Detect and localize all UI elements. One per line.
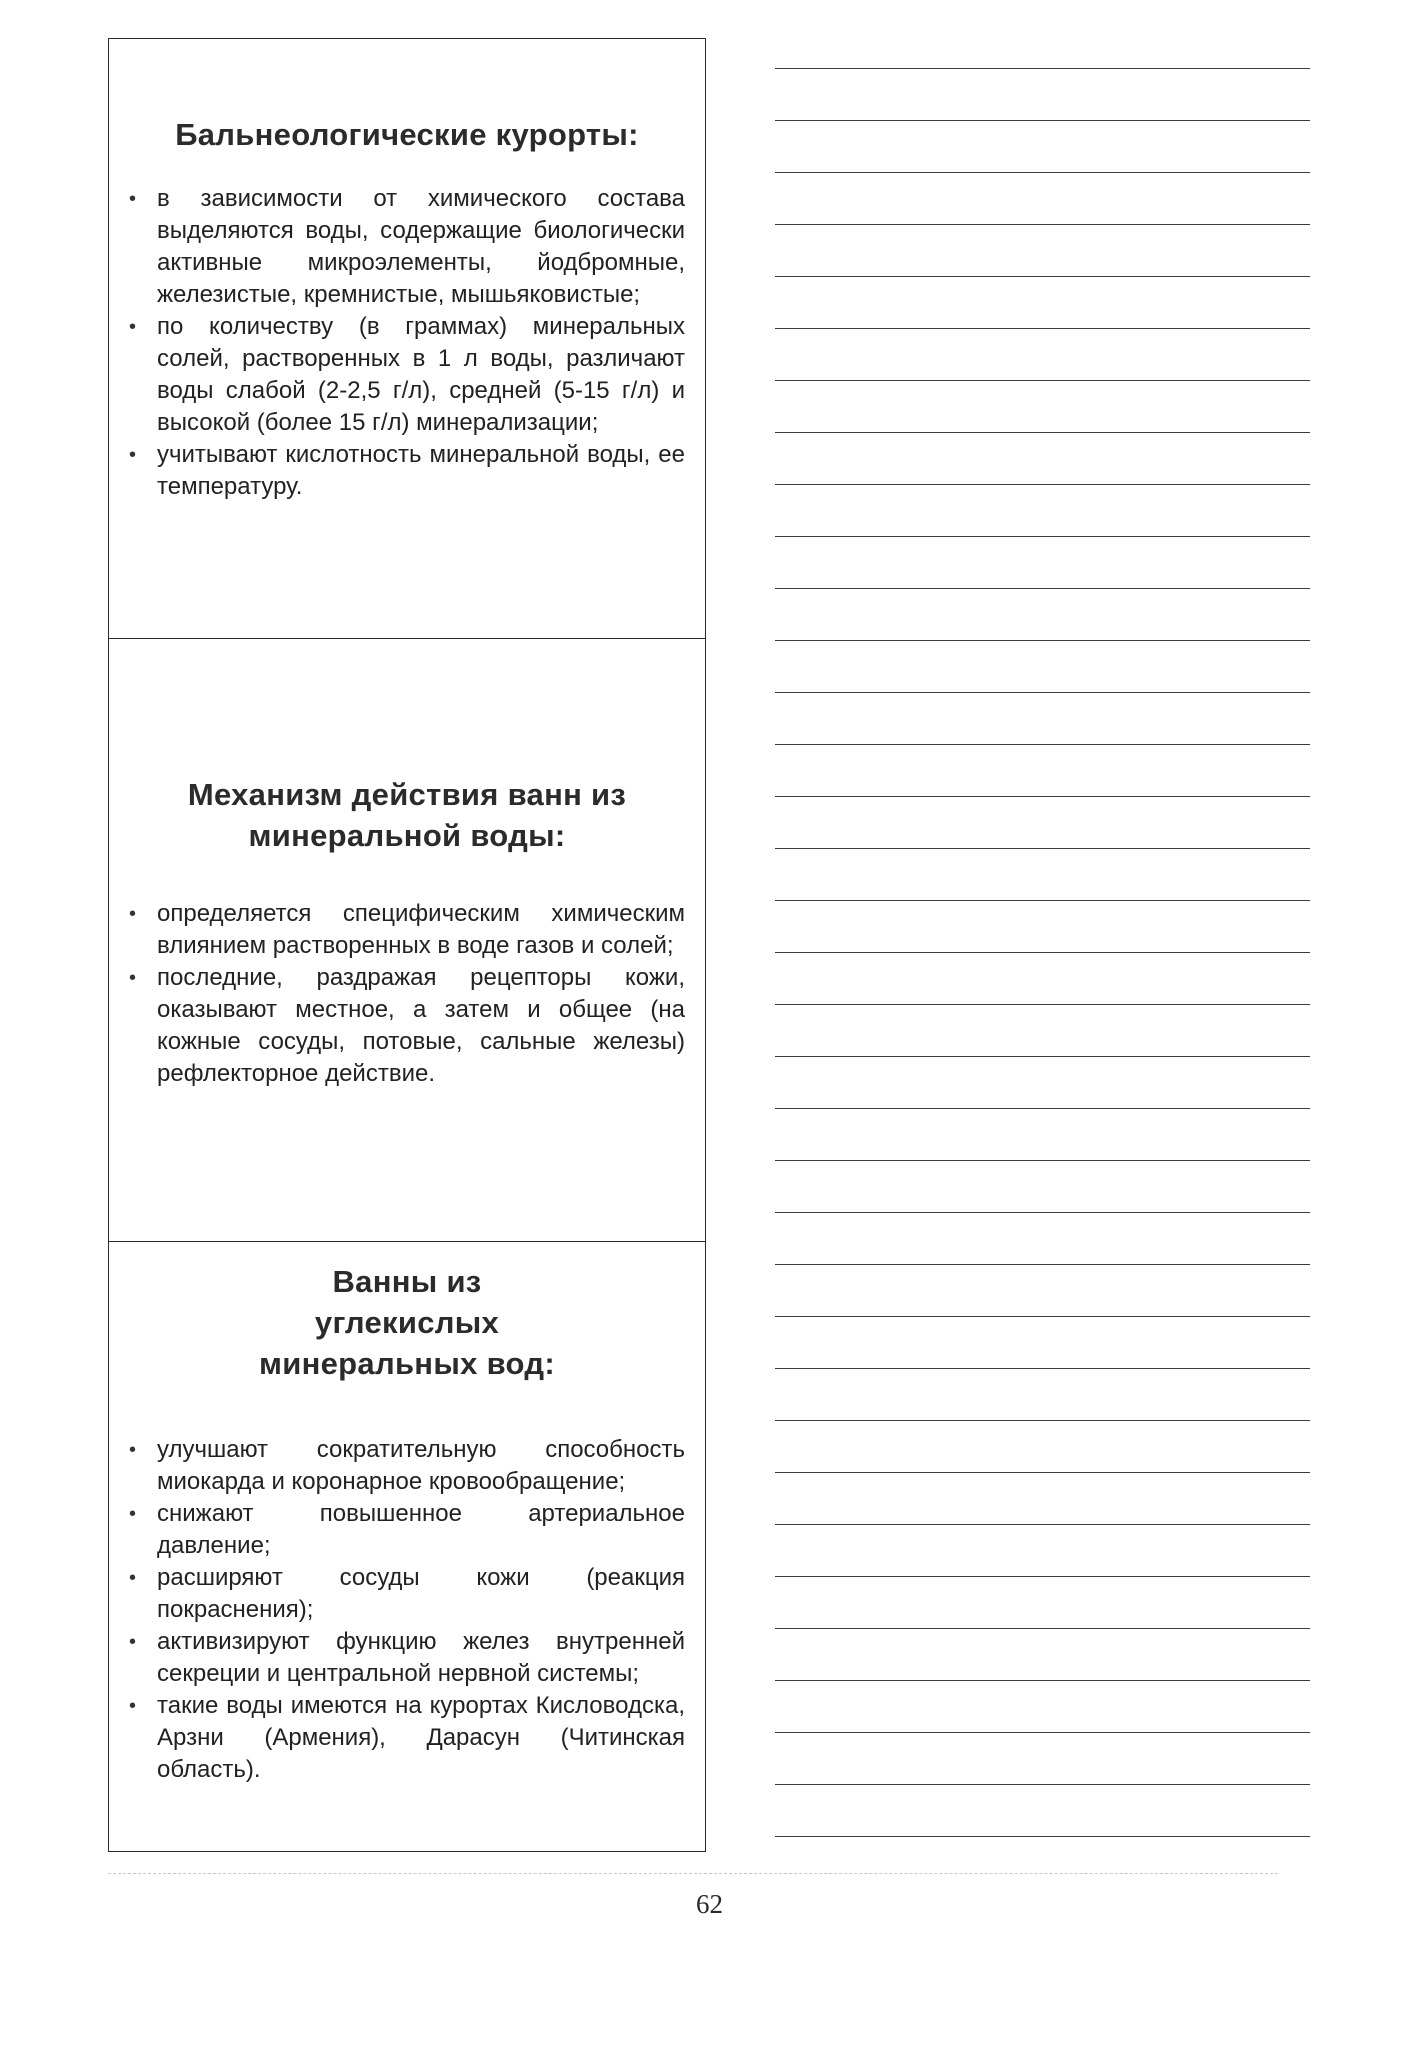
section-title: Механизм действия ванн из минеральной воды: [187,777,627,853]
list-item-text: расширяют сосуды кожи (реакция покраснения); [157,1564,685,1623]
note-line [775,900,1310,901]
list-item-text: снижают повышенное артериальное давление; [157,1500,685,1559]
note-line [775,588,1310,589]
note-line [775,1784,1310,1785]
note-line [775,1576,1310,1577]
section-carbonic-baths [109,1242,705,1853]
list-item-text: в зависимости от химического состава выделяются воды, содержащие биологически активные микроэлементы, йодбромные, железистые, кремнистые, мышьяковистые; [157,185,685,308]
note-line [775,224,1310,225]
note-line [775,1316,1310,1317]
note-line [775,276,1310,277]
list-item [129,183,685,311]
note-line [775,1420,1310,1421]
bullet-icon: • [129,1439,137,1461]
bullet-icon: • [129,903,137,925]
bullet-list [109,1434,705,1786]
bullet-list [109,898,705,1090]
note-line [775,328,1310,329]
list-item [129,439,685,503]
list-item-text: улучшают сократительную способность миокарда и коронарное кровообращение; [157,1436,685,1495]
note-line [775,1836,1310,1837]
list-item [129,1690,685,1786]
note-line [775,1160,1310,1161]
footer-divider [108,1873,1278,1874]
note-line [775,1264,1310,1265]
note-line [775,744,1310,745]
note-line [775,120,1310,121]
bullet-icon: • [129,1695,137,1717]
note-line [775,380,1310,381]
note-line [775,1212,1310,1213]
list-item [129,898,685,962]
bullet-icon: • [129,188,137,210]
note-line [775,1368,1310,1369]
list-item-text: такие воды имеются на курортах Кисловодска, Арзни (Армения), Дарасун (Читинская область). [157,1692,685,1783]
note-line [775,848,1310,849]
list-item [129,1434,685,1498]
note-line [775,68,1310,69]
bullet-icon: • [129,1567,137,1589]
list-item-text: определяется специфическим химическим влиянием растворенных в воде газов и солей; [157,900,685,959]
note-line [775,1628,1310,1629]
note-line [775,692,1310,693]
section-balneological-resorts [109,39,705,639]
note-line [775,952,1310,953]
note-line [775,484,1310,485]
section-title: Ванны из углекислых минеральных вод: [259,1264,555,1381]
list-item [129,311,685,439]
section-bath-mechanism [109,639,705,1242]
note-line [775,1732,1310,1733]
bullet-icon: • [129,1631,137,1653]
note-line [775,1004,1310,1005]
bullet-icon: • [129,1503,137,1525]
list-item [129,962,685,1090]
section-title: Бальнеологические курорты: [175,117,639,152]
list-item-text: по количеству (в граммах) минеральных солей, растворенных в 1 л воды, различают воды слабой (2-2,5 г/л), средней (5-15 г/л) и высокой (более 15 г/л) минерализации; [157,313,685,436]
notes-lines-area [775,0,1310,1900]
note-line [775,1108,1310,1109]
info-card [108,38,706,1852]
list-item [129,1626,685,1690]
note-line [775,1524,1310,1525]
list-item-text: активизируют функцию желез внутренней секреции и центральной нервной системы; [157,1628,685,1687]
note-line [775,1472,1310,1473]
list-item [129,1498,685,1562]
list-item-text: последние, раздражая рецепторы кожи, оказывают местное, а затем и общее (на кожные сосуды, потовые, сальные железы) рефлекторное действие. [157,964,685,1087]
page-number: 62 [696,1889,723,1919]
note-line [775,1056,1310,1057]
note-line [775,172,1310,173]
note-line [775,536,1310,537]
bullet-icon: • [129,444,137,466]
note-line [775,796,1310,797]
bullet-icon: • [129,316,137,338]
note-line [775,432,1310,433]
note-line [775,640,1310,641]
bullet-icon: • [129,967,137,989]
note-line [775,1680,1310,1681]
bullet-list [109,183,705,503]
list-item-text: учитывают кислотность минеральной воды, ее температуру. [157,441,685,500]
list-item [129,1562,685,1626]
